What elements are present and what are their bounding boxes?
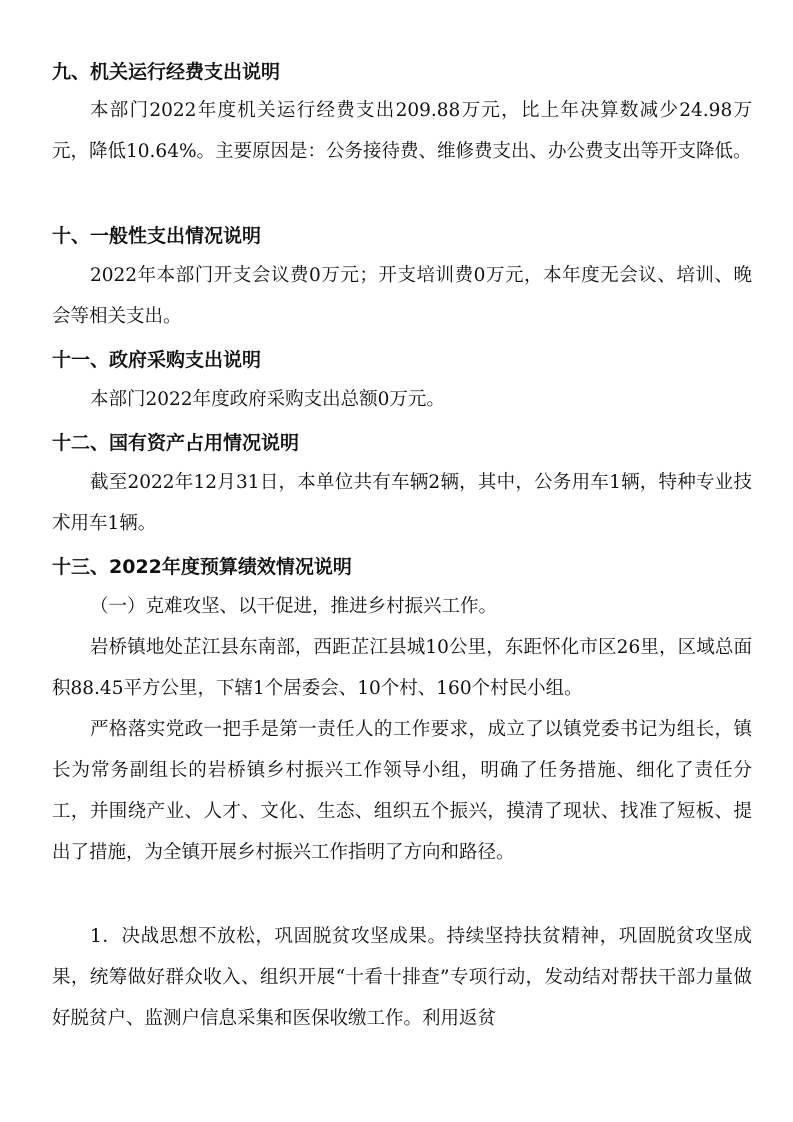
section-12-heading: 十二、国有资产占用情况说明: [52, 432, 300, 454]
section-13-paragraph-3: 1．决战思想不放松，巩固脱贫攻坚成果。持续坚持扶贫精神，巩固脱贫攻坚成果，统筹做好群众收入、组织开展“十看十排查”专项行动，发动结对帮扶干部力量做好脱贫户、监测户信息采集和医保收缴工作。利用返贫: [52, 926, 752, 1029]
section-10-paragraph: 2022年本部门开支会议费0万元；开支培训费0万元，本年度无会议、培训、晚会等相关支出。: [52, 265, 752, 327]
section-13-subheading: （一）克难攻坚、以干促进，推进乡村振兴工作。: [90, 596, 498, 617]
section-12-paragraph: 截至2022年12月31日，本单位共有车辆2辆，其中，公务用车1辆，特种专业技术用车1辆。: [52, 472, 752, 534]
section-9-paragraph: 本部门2022年度机关运行经费支出209.88万元，比上年决算数减少24.98万元，降低10.64%。主要原因是：公务接待费、维修费支出、办公费支出等开支降低。: [52, 100, 752, 162]
section-9-heading: 九、机关运行经费支出说明: [52, 61, 281, 83]
section-11-paragraph: 本部门2022年度政府采购支出总额0万元。: [90, 389, 445, 410]
section-13-heading: 十三、2022年度预算绩效情况说明: [52, 556, 352, 578]
section-10-heading: 十、一般性支出情况说明: [52, 225, 262, 247]
section-11-heading: 十一、政府采购支出说明: [52, 349, 262, 371]
section-13-paragraph-2: 严格落实党政一把手是第一责任人的工作要求，成立了以镇党委书记为组长，镇长为常务副组长的岩桥镇乡村振兴工作领导小组，明确了任务措施、细化了责任分工，并围绕产业、人才、文化、生态、组织五个振兴，摸清了现状、找准了短板、提出了措施，为全镇开展乡村振兴工作指明了方向和路径。: [52, 719, 752, 863]
section-13-paragraph-1: 岩桥镇地处芷江县东南部，西距芷江县城10公里，东距怀化市区26里，区域总面积88.45平方公里，下辖1个居委会、10个村、160个村民小组。: [52, 637, 752, 699]
